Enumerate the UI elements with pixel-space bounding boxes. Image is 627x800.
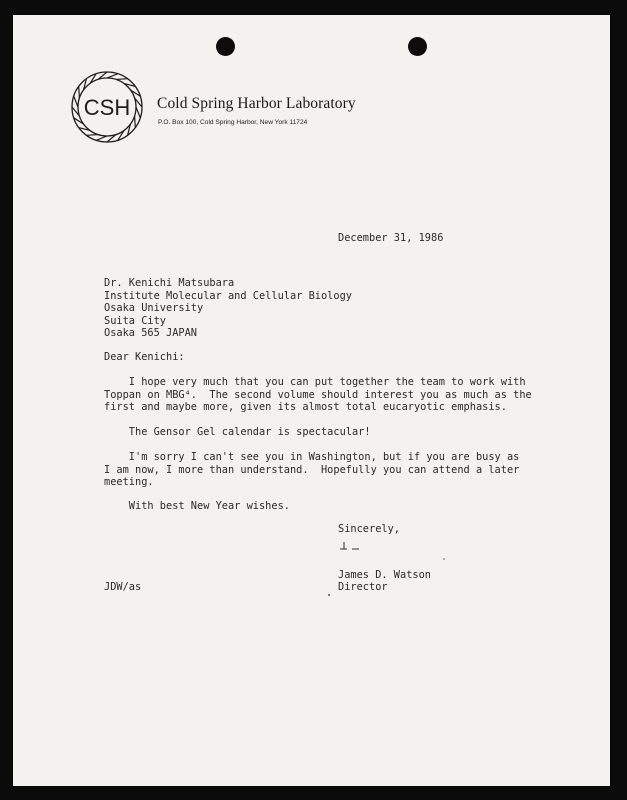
logo-twist: [136, 107, 140, 118]
logo-twist: [79, 86, 80, 98]
paper-mark: [443, 558, 445, 560]
logo-text: CSH: [83, 95, 131, 120]
typist-initials: JDW/as: [104, 581, 142, 593]
body-line: first and maybe more, given its almost total eucaryotic emphasis.: [104, 401, 507, 413]
recipient-line: Osaka 565 JAPAN: [104, 327, 197, 339]
logo-twist: [116, 79, 128, 80]
closing: Sincerely,: [338, 523, 400, 535]
logo-twist: [135, 116, 136, 128]
csh-logo: [69, 69, 145, 145]
body-line: The Gensor Gel calendar is spectacular!: [104, 426, 371, 438]
signer-title: Director: [338, 581, 388, 593]
organization-name: Cold Spring Harbor Laboratory: [157, 95, 356, 112]
letter-date: December 31, 1986: [338, 232, 444, 244]
recipient-line: Institute Molecular and Cellular Biology: [104, 289, 352, 302]
signer-name: James D. Watson: [338, 569, 431, 581]
logo-twist: [74, 96, 78, 107]
body-line: I hope very much that you can put together the team to work with: [104, 376, 526, 388]
letter-page: [13, 15, 610, 786]
recipient-line: Suita City: [104, 314, 166, 327]
logo-twist: [86, 135, 98, 136]
organization-address: P.O. Box 100, Cold Spring Harbor, New York 11724: [158, 119, 308, 126]
salutation: Dear Kenichi:: [104, 351, 185, 363]
punch-hole-right: [408, 37, 427, 56]
logo-twist: [107, 74, 118, 78]
recipient-line: Dr. Kenichi Matsubara: [104, 277, 235, 289]
body-line: Toppan on MBG⁴. The second volume should interest you as much as the: [104, 388, 532, 401]
logo-twist: [96, 136, 107, 140]
handwritten-signature: [337, 538, 363, 554]
paper-mark: [328, 594, 330, 596]
body-line: meeting.: [104, 476, 154, 488]
body-line: I'm sorry I can't see you in Washington, but if you are busy as: [104, 451, 520, 463]
body-line: I am now, I more than understand. Hopefully you can attend a later: [104, 463, 520, 476]
body-line: With best New Year wishes.: [104, 500, 290, 512]
punch-hole-left: [216, 37, 235, 56]
recipient-line: Osaka University: [104, 302, 204, 314]
